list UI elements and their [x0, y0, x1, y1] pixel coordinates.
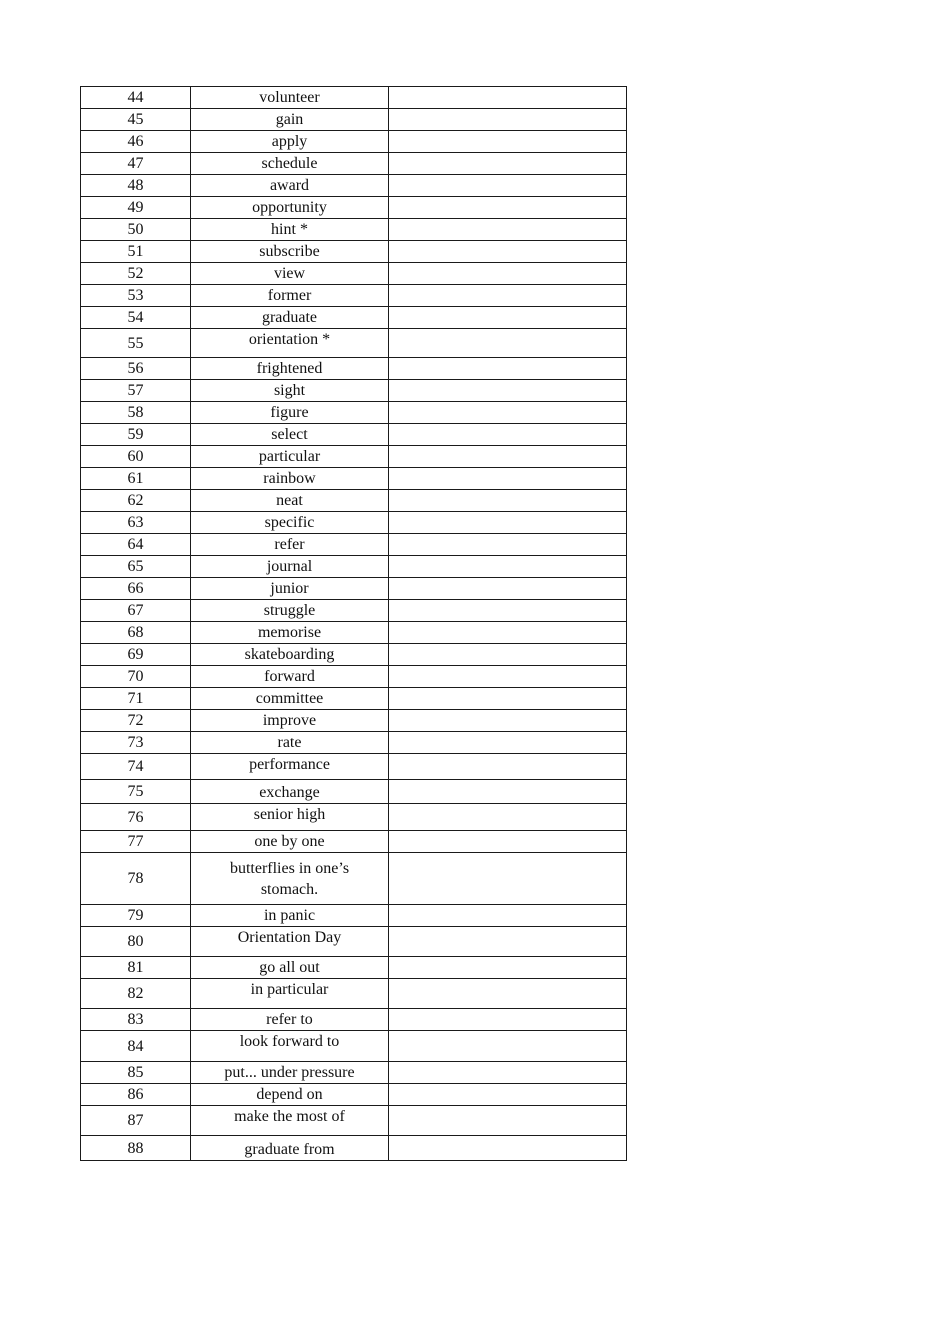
- row-number: 69: [81, 644, 191, 666]
- answer-cell[interactable]: [389, 957, 627, 979]
- row-number: 46: [81, 131, 191, 153]
- table-row: [81, 754, 627, 780]
- table-row: [81, 358, 627, 380]
- vocabulary-word: journal: [191, 556, 389, 578]
- table-row: [81, 402, 627, 424]
- answer-cell[interactable]: [389, 578, 627, 600]
- vocabulary-word: senior high: [191, 804, 389, 831]
- vocabulary-word: Orientation Day: [191, 927, 389, 957]
- vocabulary-word: orientation *: [191, 329, 389, 358]
- row-number: 59: [81, 424, 191, 446]
- table-row: [81, 710, 627, 732]
- answer-cell[interactable]: [389, 831, 627, 853]
- vocabulary-word: in panic: [191, 905, 389, 927]
- answer-cell[interactable]: [389, 666, 627, 688]
- vocabulary-word: award: [191, 175, 389, 197]
- vocabulary-word: go all out: [191, 957, 389, 979]
- row-number: 65: [81, 556, 191, 578]
- answer-cell[interactable]: [389, 197, 627, 219]
- row-number: 75: [81, 780, 191, 804]
- table-row: [81, 1084, 627, 1106]
- table-row: [81, 534, 627, 556]
- answer-cell[interactable]: [389, 1031, 627, 1062]
- row-number: 68: [81, 622, 191, 644]
- row-number: 66: [81, 578, 191, 600]
- table-row: [81, 666, 627, 688]
- table-row: [81, 1031, 627, 1062]
- row-number: 71: [81, 688, 191, 710]
- answer-cell[interactable]: [389, 307, 627, 329]
- row-number: 52: [81, 263, 191, 285]
- vocabulary-word: improve: [191, 710, 389, 732]
- vocabulary-word: skateboarding: [191, 644, 389, 666]
- table-row: [81, 979, 627, 1009]
- row-number: 79: [81, 905, 191, 927]
- table-row: [81, 804, 627, 831]
- answer-cell[interactable]: [389, 490, 627, 512]
- answer-cell[interactable]: [389, 219, 627, 241]
- row-number: 57: [81, 380, 191, 402]
- row-number: 70: [81, 666, 191, 688]
- table-row: [81, 468, 627, 490]
- row-number: 50: [81, 219, 191, 241]
- row-number: 74: [81, 754, 191, 780]
- vocabulary-word: opportunity: [191, 197, 389, 219]
- vocabulary-word: graduate: [191, 307, 389, 329]
- answer-cell[interactable]: [389, 927, 627, 957]
- answer-cell[interactable]: [389, 380, 627, 402]
- answer-cell[interactable]: [389, 732, 627, 754]
- answer-cell[interactable]: [389, 285, 627, 307]
- row-number: 72: [81, 710, 191, 732]
- vocabulary-word: select: [191, 424, 389, 446]
- answer-cell[interactable]: [389, 804, 627, 831]
- row-number: 45: [81, 109, 191, 131]
- vocabulary-word: hint *: [191, 219, 389, 241]
- row-number: 48: [81, 175, 191, 197]
- answer-cell[interactable]: [389, 780, 627, 804]
- answer-cell[interactable]: [389, 446, 627, 468]
- table-row: [81, 1062, 627, 1084]
- row-number: 83: [81, 1009, 191, 1031]
- table-row: [81, 175, 627, 197]
- row-number: 51: [81, 241, 191, 263]
- answer-cell[interactable]: [389, 1106, 627, 1136]
- table-row: [81, 853, 627, 905]
- vocabulary-word: butterflies in one’s stomach.: [191, 853, 389, 905]
- vocabulary-word: schedule: [191, 153, 389, 175]
- row-number: 64: [81, 534, 191, 556]
- vocabulary-word: subscribe: [191, 241, 389, 263]
- vocabulary-word: struggle: [191, 600, 389, 622]
- row-number: 80: [81, 927, 191, 957]
- vocabulary-table: [80, 86, 627, 1161]
- vocabulary-word: graduate from: [191, 1136, 389, 1161]
- vocabulary-word: performance: [191, 754, 389, 780]
- vocabulary-word: frightened: [191, 358, 389, 380]
- row-number: 61: [81, 468, 191, 490]
- answer-cell[interactable]: [389, 241, 627, 263]
- table-row: [81, 1106, 627, 1136]
- vocabulary-word: memorise: [191, 622, 389, 644]
- answer-cell[interactable]: [389, 710, 627, 732]
- answer-cell[interactable]: [389, 1136, 627, 1161]
- row-number: 78: [81, 853, 191, 905]
- vocabulary-word: rainbow: [191, 468, 389, 490]
- answer-cell[interactable]: [389, 402, 627, 424]
- vocabulary-word: rate: [191, 732, 389, 754]
- table-row: [81, 87, 627, 109]
- answer-cell[interactable]: [389, 1084, 627, 1106]
- table-row: [81, 644, 627, 666]
- vocabulary-table-body: [81, 87, 627, 1161]
- vocabulary-word: volunteer: [191, 87, 389, 109]
- vocabulary-word: particular: [191, 446, 389, 468]
- table-row: [81, 622, 627, 644]
- answer-cell[interactable]: [389, 644, 627, 666]
- answer-cell[interactable]: [389, 329, 627, 358]
- answer-cell[interactable]: [389, 1009, 627, 1031]
- table-row: [81, 131, 627, 153]
- row-number: 84: [81, 1031, 191, 1062]
- table-row: [81, 263, 627, 285]
- answer-cell[interactable]: [389, 358, 627, 380]
- table-row: [81, 1136, 627, 1161]
- table-row: [81, 197, 627, 219]
- answer-cell[interactable]: [389, 175, 627, 197]
- table-row: [81, 688, 627, 710]
- table-row: [81, 831, 627, 853]
- answer-cell[interactable]: [389, 754, 627, 780]
- table-row: [81, 905, 627, 927]
- vocabulary-word: junior: [191, 578, 389, 600]
- vocabulary-word: figure: [191, 402, 389, 424]
- vocabulary-word: sight: [191, 380, 389, 402]
- table-row: [81, 927, 627, 957]
- vocabulary-word: one by one: [191, 831, 389, 853]
- row-number: 60: [81, 446, 191, 468]
- table-row: [81, 957, 627, 979]
- vocabulary-word: refer: [191, 534, 389, 556]
- row-number: 56: [81, 358, 191, 380]
- answer-cell[interactable]: [389, 600, 627, 622]
- row-number: 85: [81, 1062, 191, 1084]
- vocabulary-word: former: [191, 285, 389, 307]
- vocabulary-word: put... under pressure: [191, 1062, 389, 1084]
- row-number: 47: [81, 153, 191, 175]
- row-number: 63: [81, 512, 191, 534]
- table-row: [81, 446, 627, 468]
- answer-cell[interactable]: [389, 131, 627, 153]
- vocabulary-word: apply: [191, 131, 389, 153]
- vocabulary-word: gain: [191, 109, 389, 131]
- answer-cell[interactable]: [389, 87, 627, 109]
- table-row: [81, 109, 627, 131]
- answer-cell[interactable]: [389, 468, 627, 490]
- row-number: 62: [81, 490, 191, 512]
- answer-cell[interactable]: [389, 512, 627, 534]
- row-number: 73: [81, 732, 191, 754]
- row-number: 87: [81, 1106, 191, 1136]
- vocabulary-word: make the most of: [191, 1106, 389, 1136]
- table-row: [81, 329, 627, 358]
- row-number: 53: [81, 285, 191, 307]
- answer-cell[interactable]: [389, 853, 627, 905]
- row-number: 77: [81, 831, 191, 853]
- table-row: [81, 285, 627, 307]
- answer-cell[interactable]: [389, 109, 627, 131]
- table-row: [81, 490, 627, 512]
- row-number: 49: [81, 197, 191, 219]
- vocabulary-word: depend on: [191, 1084, 389, 1106]
- answer-cell[interactable]: [389, 1062, 627, 1084]
- vocabulary-word: view: [191, 263, 389, 285]
- answer-cell[interactable]: [389, 556, 627, 578]
- vocabulary-word: refer to: [191, 1009, 389, 1031]
- row-number: 81: [81, 957, 191, 979]
- row-number: 76: [81, 804, 191, 831]
- row-number: 58: [81, 402, 191, 424]
- answer-cell[interactable]: [389, 979, 627, 1009]
- answer-cell[interactable]: [389, 905, 627, 927]
- table-row: [81, 1009, 627, 1031]
- row-number: 82: [81, 979, 191, 1009]
- vocabulary-word: in particular: [191, 979, 389, 1009]
- table-row: [81, 307, 627, 329]
- answer-cell[interactable]: [389, 622, 627, 644]
- table-row: [81, 556, 627, 578]
- table-row: [81, 578, 627, 600]
- vocabulary-word: look forward to: [191, 1031, 389, 1062]
- vocabulary-word: forward: [191, 666, 389, 688]
- vocabulary-word: neat: [191, 490, 389, 512]
- table-row: [81, 153, 627, 175]
- row-number: 86: [81, 1084, 191, 1106]
- row-number: 88: [81, 1136, 191, 1161]
- answer-cell[interactable]: [389, 688, 627, 710]
- row-number: 55: [81, 329, 191, 358]
- table-row: [81, 241, 627, 263]
- answer-cell[interactable]: [389, 424, 627, 446]
- table-row: [81, 600, 627, 622]
- table-row: [81, 780, 627, 804]
- row-number: 67: [81, 600, 191, 622]
- vocabulary-word: committee: [191, 688, 389, 710]
- table-row: [81, 512, 627, 534]
- table-row: [81, 732, 627, 754]
- table-row: [81, 219, 627, 241]
- row-number: 44: [81, 87, 191, 109]
- row-number: 54: [81, 307, 191, 329]
- answer-cell[interactable]: [389, 263, 627, 285]
- answer-cell[interactable]: [389, 153, 627, 175]
- vocabulary-word: exchange: [191, 780, 389, 804]
- answer-cell[interactable]: [389, 534, 627, 556]
- vocabulary-word: specific: [191, 512, 389, 534]
- table-row: [81, 424, 627, 446]
- table-row: [81, 380, 627, 402]
